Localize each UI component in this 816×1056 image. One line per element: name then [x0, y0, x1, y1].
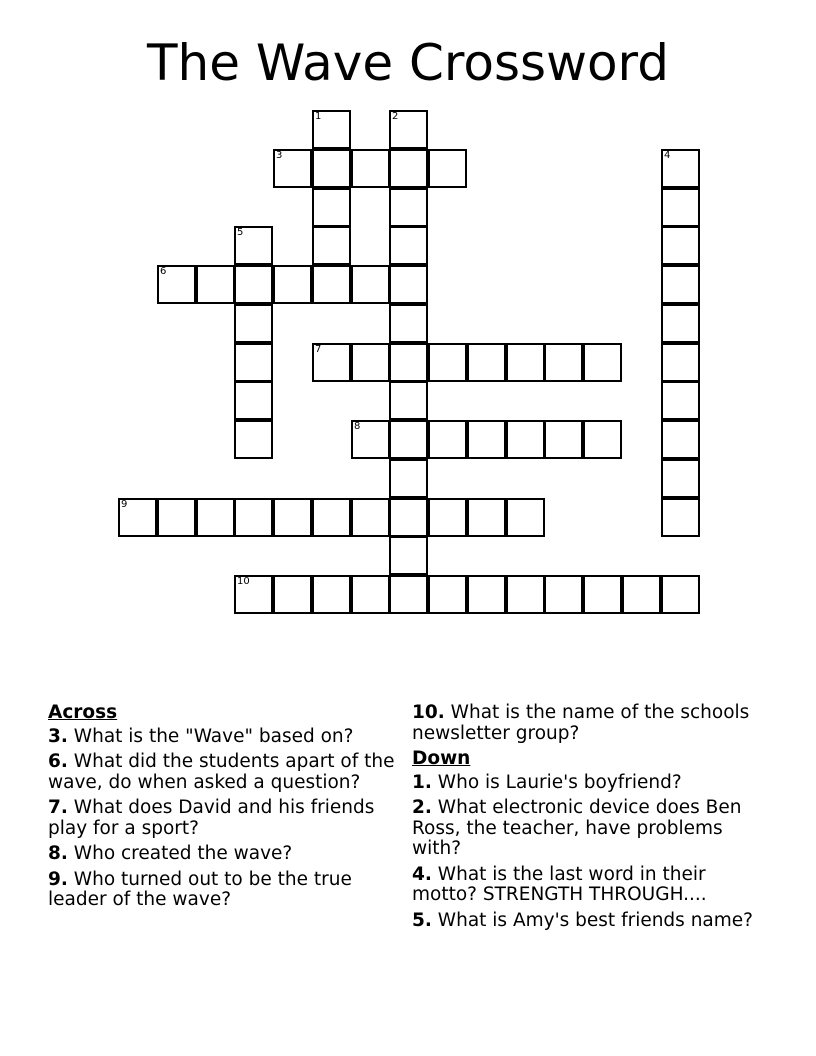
crossword-cell[interactable]: [351, 149, 390, 188]
crossword-cell[interactable]: [622, 575, 661, 614]
crossword-cell[interactable]: [467, 343, 506, 382]
crossword-cell[interactable]: [234, 498, 273, 537]
crossword-cell[interactable]: [312, 343, 351, 382]
clue-number: 3.: [48, 725, 68, 747]
crossword-cell[interactable]: [273, 265, 312, 304]
crossword-cell[interactable]: [351, 498, 390, 537]
crossword-cell[interactable]: [312, 575, 351, 614]
clue-across-9: [48, 870, 404, 911]
crossword-cell[interactable]: [661, 226, 700, 265]
clue-text: What is the last word in their motto? STRENGTH THROUGH....: [412, 863, 707, 905]
crossword-cell[interactable]: [389, 343, 428, 382]
cell-number: 2: [392, 111, 399, 122]
clue-down-5: [412, 911, 768, 932]
clue-text: What is the "Wave" based on?: [73, 725, 354, 747]
crossword-cell[interactable]: [389, 188, 428, 227]
clues-left-column: [48, 703, 404, 916]
clue-text: What is Amy's best friends name?: [437, 909, 753, 931]
crossword-cell[interactable]: [389, 304, 428, 343]
crossword-cell[interactable]: [428, 420, 467, 459]
crossword-cell[interactable]: [196, 265, 235, 304]
crossword-cell[interactable]: [544, 343, 583, 382]
crossword-cell[interactable]: [661, 149, 700, 188]
crossword-cell[interactable]: [506, 498, 545, 537]
crossword-cell[interactable]: [506, 343, 545, 382]
crossword-cell[interactable]: [312, 149, 351, 188]
cell-number: 3: [276, 150, 283, 161]
clue-number: 6.: [48, 751, 68, 772]
crossword-cell[interactable]: [312, 226, 351, 265]
crossword-cell[interactable]: [234, 575, 273, 614]
clue-across-8: [48, 844, 404, 865]
clue-number: 2.: [412, 797, 432, 818]
crossword-cell[interactable]: [661, 188, 700, 227]
clue-down-4: [412, 865, 768, 906]
crossword-cell[interactable]: [351, 265, 390, 304]
crossword-cell[interactable]: [389, 420, 428, 459]
crossword-cell[interactable]: [428, 343, 467, 382]
crossword-cell[interactable]: [234, 265, 273, 304]
crossword-cell[interactable]: [389, 226, 428, 265]
crossword-cell[interactable]: [273, 575, 312, 614]
crossword-cell[interactable]: [661, 498, 700, 537]
crossword-cell[interactable]: [312, 188, 351, 227]
clue-text: What did the students apart of the wave, do when asked a question?: [48, 751, 395, 793]
crossword-cell[interactable]: [234, 420, 273, 459]
crossword-cell[interactable]: [389, 110, 428, 149]
clue-number: 10.: [412, 702, 445, 723]
crossword-cell[interactable]: [196, 498, 235, 537]
crossword-cell[interactable]: [428, 498, 467, 537]
crossword-cell[interactable]: [351, 420, 390, 459]
clues-right-column: [412, 703, 768, 936]
crossword-cell[interactable]: [389, 459, 428, 498]
cell-number: 10: [237, 576, 250, 587]
clue-across-3: [48, 727, 404, 748]
clue-down-1: [412, 773, 768, 794]
crossword-cell[interactable]: [661, 459, 700, 498]
crossword-cell[interactable]: [234, 343, 273, 382]
crossword-cell[interactable]: [157, 498, 196, 537]
crossword-cell[interactable]: [389, 536, 428, 575]
crossword-cell[interactable]: [234, 226, 273, 265]
clue-number: 5.: [412, 909, 432, 931]
cell-number: 8: [354, 421, 361, 432]
page-title: The Wave Crossword: [147, 34, 669, 92]
crossword-cell[interactable]: [467, 420, 506, 459]
crossword-cell[interactable]: [351, 575, 390, 614]
crossword-cell[interactable]: [312, 110, 351, 149]
crossword-cell[interactable]: [389, 265, 428, 304]
crossword-cell[interactable]: [428, 149, 467, 188]
crossword-cell[interactable]: [467, 498, 506, 537]
down-heading: Down: [412, 748, 471, 769]
cell-number: 7: [315, 344, 322, 355]
crossword-cell[interactable]: [312, 265, 351, 304]
crossword-cell[interactable]: [389, 575, 428, 614]
crossword-cell[interactable]: [389, 381, 428, 420]
crossword-cell[interactable]: [544, 420, 583, 459]
clue-text: Who created the wave?: [73, 843, 293, 864]
crossword-cell[interactable]: [467, 575, 506, 614]
clue-number: 9.: [48, 868, 68, 890]
crossword-cell[interactable]: [661, 575, 700, 614]
clue-text: What electronic device does Ben Ross, the teacher, have problems with?: [412, 797, 742, 859]
crossword-cell[interactable]: [661, 265, 700, 304]
clue-across-7: [48, 798, 404, 839]
crossword-cell[interactable]: [234, 304, 273, 343]
crossword-cell[interactable]: [506, 420, 545, 459]
crossword-cell[interactable]: [506, 575, 545, 614]
crossword-cell[interactable]: [389, 498, 428, 537]
crossword-cell[interactable]: [661, 381, 700, 420]
crossword-cell[interactable]: [157, 265, 196, 304]
crossword-cell[interactable]: [351, 343, 390, 382]
clue-text: What does David and his friends play for a sport?: [48, 797, 375, 839]
crossword-cell[interactable]: [661, 420, 700, 459]
clue-number: 1.: [412, 771, 432, 793]
crossword-cell[interactable]: [583, 420, 622, 459]
crossword-cell[interactable]: [583, 343, 622, 382]
cell-number: 5: [237, 227, 244, 238]
crossword-cell[interactable]: [118, 498, 157, 537]
crossword-cell[interactable]: [544, 575, 583, 614]
crossword-cell[interactable]: [661, 304, 700, 343]
clue-text: What is the name of the schools newsletter group?: [412, 702, 750, 744]
cell-number: 6: [160, 266, 167, 277]
crossword-cell[interactable]: [273, 149, 312, 188]
clue-number: 4.: [412, 863, 432, 885]
clue-down-2: [412, 798, 768, 860]
clue-across-10: [412, 703, 768, 744]
crossword-cell[interactable]: [389, 149, 428, 188]
cell-number: 1: [315, 111, 322, 122]
cell-number: 9: [121, 499, 128, 510]
crossword-cell[interactable]: [583, 575, 622, 614]
clue-across-6: [48, 752, 404, 793]
crossword-cell[interactable]: [661, 343, 700, 382]
clue-number: 8.: [48, 843, 68, 864]
clue-text: Who turned out to be the true leader of the wave?: [48, 868, 352, 910]
cell-number: 4: [664, 150, 671, 161]
crossword-cell[interactable]: [312, 498, 351, 537]
clue-number: 7.: [48, 797, 68, 818]
clue-text: Who is Laurie's boyfriend?: [437, 771, 682, 793]
crossword-cell[interactable]: [234, 381, 273, 420]
crossword-cell[interactable]: [428, 575, 467, 614]
across-heading: Across: [48, 702, 118, 723]
crossword-cell[interactable]: [273, 498, 312, 537]
